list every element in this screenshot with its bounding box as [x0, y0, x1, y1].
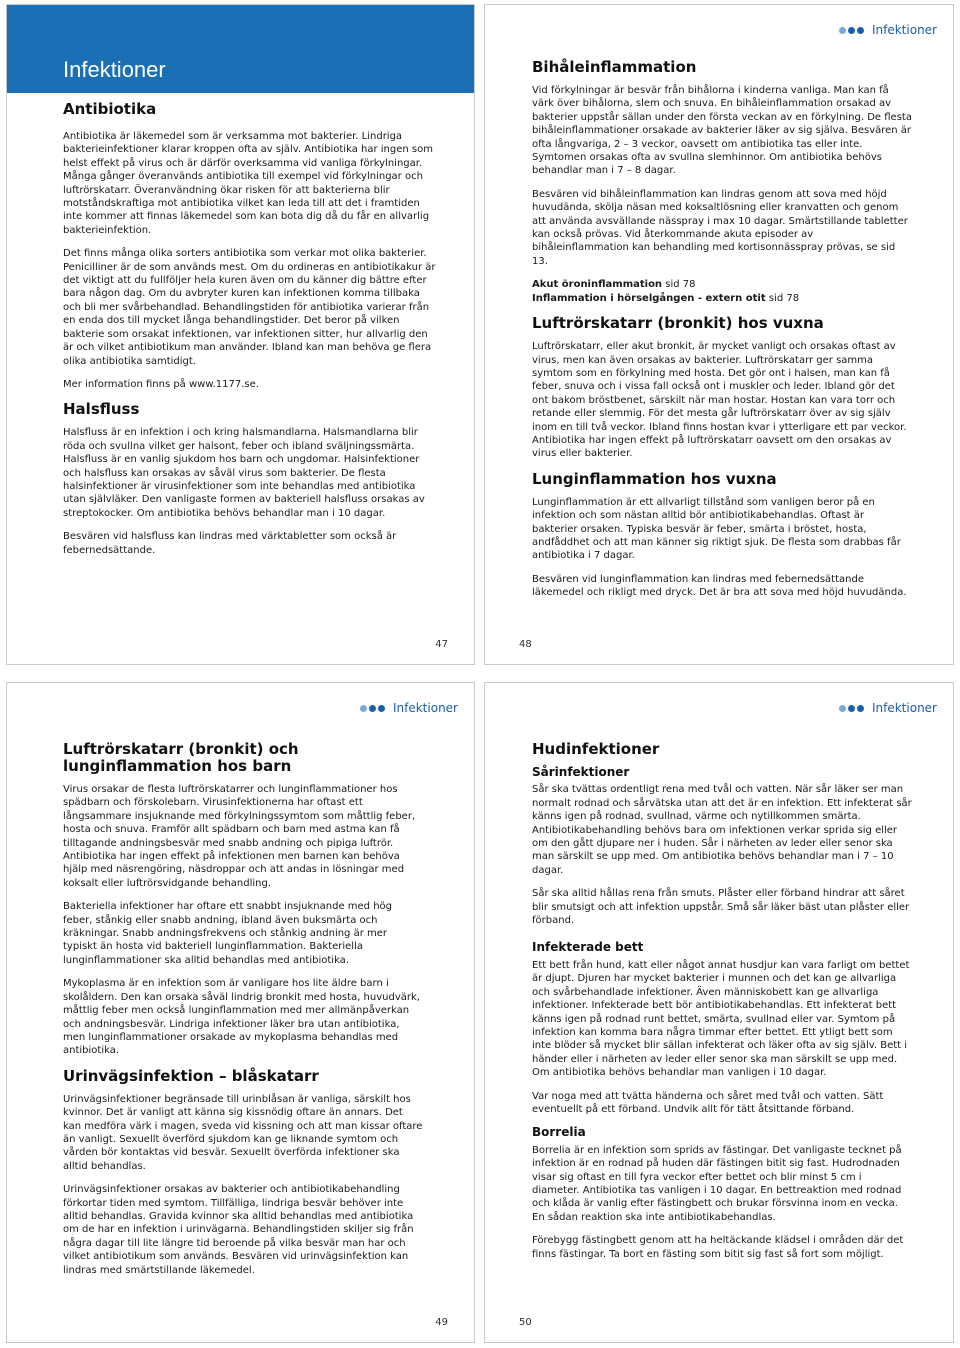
bihale-ref-2 [532, 292, 912, 305]
borrelia-paragraph-1: Borrelia är en infektion som sprids av fästingar. Det vanligaste tecknet på infektion är en rodnad på huden där fästingen bitit sig fast. Hudrodnaden visar sig oftast en till fyra veckor efter bettet och blir minst 5 cm i diameter. Antibiotika tas vanligen i 10 dagar. En bettreaktion med rodnad och klåda är vanlig efter fästingbett och brukar försvinna inom en vecka. En sådan reaktion ska inte antibiotikabehandlas. [532, 1144, 902, 1223]
antibiotika-paragraph-2: Det finns många olika sorters antibiotika som verkar mot olika bakterier. Penicilliner är de som används mest. Om du ordineras en antibiotikakur är det viktigt att du fullföljer hela kuren även om du känner dig bättre efter bara någon dag. Om du avbryter kuren kan infektionen komma tillbaka och bli mer svårbehandlad. Behandlingstiden för antibiotika varierar från en enda dos till mycket långa behandlingstider. Det beror på vilken bakterie som orsakat infektionen, var infektionen sitter, hur allvarlig den är och vilket antibiotikum man använder. Ibland kan man behöva ge flera olika antibiotika samtidigt. [63, 248, 436, 367]
page-47-column [63, 99, 438, 567]
halsfluss-paragraph-1: Halsfluss är en infektion i och kring halsmandlarna. Halsmandlarna blir röda och svullna vilket ger halsont, feber och ibland sväljningssmärta. Halsfluss är en vanlig sjukdom hos barn och ungdomar. Halsinfektioner och halsfluss kan orsakas av såväl virus som bakterier. De flesta halsinfektioner är virusinfektioner som inte behandlas med antibiotika utan självläker. Den vanligaste formen av bakteriell halsfluss orsakas av streptokocker. Om antibiotika behövs behandlar man i 10 dagar. [63, 427, 425, 519]
page-49-column [63, 737, 423, 1287]
page-48-column [532, 59, 912, 610]
bett-heading: Infekterade bett [532, 940, 644, 955]
halsfluss-paragraph-2: Besvären vid halsfluss kan lindras med värktabletter som också är febernedsättande. [63, 531, 397, 556]
antibiotika-heading: Antibiotika [63, 100, 157, 118]
dots-icon [839, 705, 864, 712]
page-49 [6, 682, 475, 1343]
running-head [839, 23, 937, 37]
hud-paragraph-2: Sår ska alltid hållas rena från smuts. Plåster eller förband hindrar att såret blir smutsigt och att infektion uppstår. Små sår läker bäst utan plåster eller förband. [532, 888, 910, 927]
page-50-column [532, 737, 912, 1271]
borrelia-heading: Borrelia [532, 1125, 586, 1140]
ref-1-bold: Akut öroninflammation [532, 279, 663, 291]
running-head-label: Infektioner [392, 701, 458, 715]
antibiotika-paragraph-3: Mer information finns på www.1177.se. [63, 378, 259, 390]
bett-paragraph-1: Ett bett från hund, katt eller något annat husdjur kan vara farligt om bettet är djupt. Djuren har mycket bakterier i munnen och det kan ge allvarliga och svårbehandlade infektioner. Även människobett kan ge allvarliga infektioner. Infekterade bett bör antibiotikabehandlas. Ett infekterat bett känns igen på rodnad runt bettet, smärta, svullnad eller var. Symtom på infektion kan komma bara några timmar efter bettet. Ett ytligt bett som inte blöder så mycket blir sällan infekterat och läker ofta av sig själv. Bett i händer eller i närheten av leder eller senor ska man särskilt se upp med. Om antibiotika behövs behandlar man vanligen i 10 dagar. [532, 959, 910, 1079]
dots-icon [839, 27, 864, 34]
running-head-label: Infektioner [871, 23, 937, 37]
barn-heading: Luftrörskatarr (bronkit) och lunginflammation hos barn [63, 740, 299, 775]
borrelia-paragraph-2: Förebygg fästingbett genom att ha heltäckande klädsel i områden där det finns fästingar. Ta bort en fästing som bitit sig fast så fort som möjligt. [532, 1235, 904, 1260]
barn-paragraph-3: Mykoplasma är en infektion som är vanligare hos lite äldre barn i skolåldern. Den kan orsaka såväl lindrig bronkit med hosta, huvudvärk, måttlig feber men också lunginflammation med mer allmänpåverkan och andningsbesvär. Lindriga infektioner läker bra utan antibiotika, men lunginflammationer orsakade av mykoplasma behandlas med antibiotika. [63, 978, 420, 1057]
bihale-paragraph-1: Vid förkylningar är besvär från bihålorna i kinderna vanliga. Man kan få värk över bihålorna, slem och snuva. En bihåleinflammation orsakad av bakterier uppstår sällan under den första veckan av en förkylning. De flesta bihåleinflammationer orsakade av bakterier läker av sig själva. Besvären är ofta långvariga, 2 – 3 veckor, oavsett om antibiotika tas eller inte. Symtomen orsakas ofta av svullna slemhinnor. Om antibiotika behövs behandlar man i 7 – 8 dagar. [532, 85, 912, 177]
running-head [360, 701, 458, 715]
luftror-heading: Luftrörskatarr (bronkit) hos vuxna [532, 314, 824, 333]
page-number: 50 [519, 1317, 532, 1328]
sarinfektioner-subheading: Sårinfektioner [532, 765, 630, 779]
hud-heading: Hudinfektioner [532, 740, 660, 758]
bett-paragraph-2: Var noga med att tvätta händerna och såret med tvål och vatten. Sätt eventuellt på ett förband. Undvik allt för tätt åtsittande förband. [532, 1090, 884, 1115]
urin-heading: Urinvägsinfektion – blåskatarr [63, 1066, 319, 1085]
chapter-banner [7, 5, 474, 93]
page-48 [484, 4, 954, 665]
luftror-paragraph-1: Luftrörskatarr, eller akut bronkit, är mycket vanligt och orsakas oftast av virus, men kan även orsakas av bakterier. Luftrörskatarr ger samma symtom som en förkylning med hosta. Det gör ont i halsen, man kan få feber, snuva och i vissa fall också ont i muskler och leder. Ibland gör det ont bakom bröstbenet, särskilt när man hostar. Hostan kan vara torr och retande eller slemmig. För det mesta går luftrörskatarr över av sig själv inom en till två veckor. Ibland finns hostan kvar i ytterligare ett par veckor. Antibiotika har ingen effekt på luftrörskatarr oavsett om den orsakas av virus eller bakterier. [532, 341, 907, 460]
banner-title: Infektioner [63, 57, 166, 82]
antibiotika-paragraph-1: Antibiotika är läkemedel som är verksamma mot bakterier. Lindriga bakterieinfektioner klarar kroppen ofta av själv. Antibiotika har ingen som helst effekt på virus och är därför overksamma vid vanliga förkylningar. Många gånger överanvänds antibiotika till exempel vid förkylningar och luftrörskatarr. Överanvändning ökar risken för att bakterierna blir motståndskraftiga mot antibiotika vilket kan leda till att det i framtiden inte kommer att finnas läkemedel som kan bota dig då du får en allvarlig bakterieinfektion. [63, 131, 433, 236]
dots-icon [360, 705, 385, 712]
bihale-ref-1 [532, 278, 912, 291]
running-head [839, 701, 937, 715]
bihale-heading: Bihåleinflammation [532, 58, 697, 76]
hud-paragraph-1: Sår ska tvättas ordentligt rena med tvål och vatten. När sår läker ser man normalt rodnad och sårvätska utan att det är en infektion. Ett infekterat sår känns igen på rodnad, svullnad, värme och nytillkommen smärta. Antibiotikabehandling behövs bara om infektionen verkar sprida sig eller om den gått djupare ner i huden. Sår i närheten av leder eller senor ska man särskilt se upp med. Om antibiotika behövs behandlar man i 7 – 10 dagar. [532, 784, 912, 876]
running-head-label: Infektioner [871, 701, 937, 715]
halsfluss-heading: Halsfluss [63, 400, 140, 419]
lunginf-heading: Lunginflammation hos vuxna [532, 469, 777, 488]
urin-paragraph-1: Urinvägsinfektioner begränsade till urinblåsan är vanliga, särskilt hos kvinnor. Det är vanligt att känna sig kissnödig oftare än annars. Det kan medföra värk i magen, sveda vid kissning och att man kissar oftare än vanligt. Sexuellt överförd sjukdom kan ge liknande symtom och vården bör kontaktas vid besvär. Sexuellt överförda infektioner ska alltid behandlas. [63, 1093, 423, 1172]
page-number: 49 [435, 1317, 448, 1328]
page-47 [6, 4, 475, 665]
lunginf-paragraph-1: Lunginflammation är ett allvarligt tillstånd som vanligen beror på en infektion och som nästan alltid bör antibiotikabehandlas. Oftast är bakterier orsaken. Typiska besvär är feber, smärta i bröstet, hosta, andfåddhet och att man känner sig riktigt sjuk. De flesta som drabbas får antibiotika i 7 dagar. [532, 496, 901, 562]
barn-paragraph-2: Bakteriella infektioner har oftare ett snabbt insjuknande med hög feber, stånkig eller snabb andning, ibland även buksmärta och kräkningar. Snabb andningsfrekvens och stånkig andning är mer typiskt än hosta vid bakteriell lunginflammation. Bakteriella lunginflammationer ska alltid behandlas med antibiotika. [63, 901, 393, 966]
ref-2-rest: sid 78 [765, 292, 800, 304]
urin-paragraph-2: Urinvägsinfektioner orsakas av bakterier och antibiotikabehandling förkortar tiden med symtom. Tillfälliga, lindriga besvär behöver inte alltid behandlas. Gravida kvinnor ska alltid behandlas med antibiotika om de har en infektion i urinvägarna. Behandlingstiden skiljer sig från några dagar till lite längre tid beroende på vilka besvär man har och vilket antibiotikum som används. Besvären vid urinvägsinfektion kan lindras med smärtstillande läkemedel. [63, 1184, 414, 1276]
lunginf-paragraph-2: Besvären vid lunginflammation kan lindras med febernedsättande läkemedel och rikligt med dryck. Det är bra att sova med höjd huvudända. [532, 573, 907, 599]
barn-paragraph-1: Virus orsakar de flesta luftrörskatarrer och lunginflammationer hos spädbarn och förskolebarn. Virusinfektionerna har oftast ett långsammare insjuknande med förkylningssymtom som måttlig feber, hosta och snuva. Framför allt spädbarn och barn med astma kan få tilltagande andningsbesvär med snabb andning och pipiga luftrör. Antibiotika har ingen effekt på infektionen men barnen kan behöva hjälp med näsrengöring, näsdroppar och att andas in lösningar med koksalt eller luftrörsvidgande behandling. [63, 784, 416, 889]
page-number: 47 [435, 639, 448, 650]
page-50 [484, 682, 954, 1343]
page-number: 48 [519, 639, 532, 650]
bihale-paragraph-2: Besvären vid bihåleinflammation kan lindras genom att sova med höjd huvudända, skölja näsan med koksaltlösning eller kranvatten och genom att använda avsvällande nässpray i max 10 dagar. Smärtstillande tabletter kan också prövas. Vid återkommande akuta episoder av bihåleinflammation kan behandling med kortisonnässpray prövas, se sid 13. [532, 188, 908, 267]
ref-1-rest: sid 78 [662, 279, 696, 291]
ref-2-bold: Inflammation i hörselgången - extern otit [532, 292, 766, 304]
